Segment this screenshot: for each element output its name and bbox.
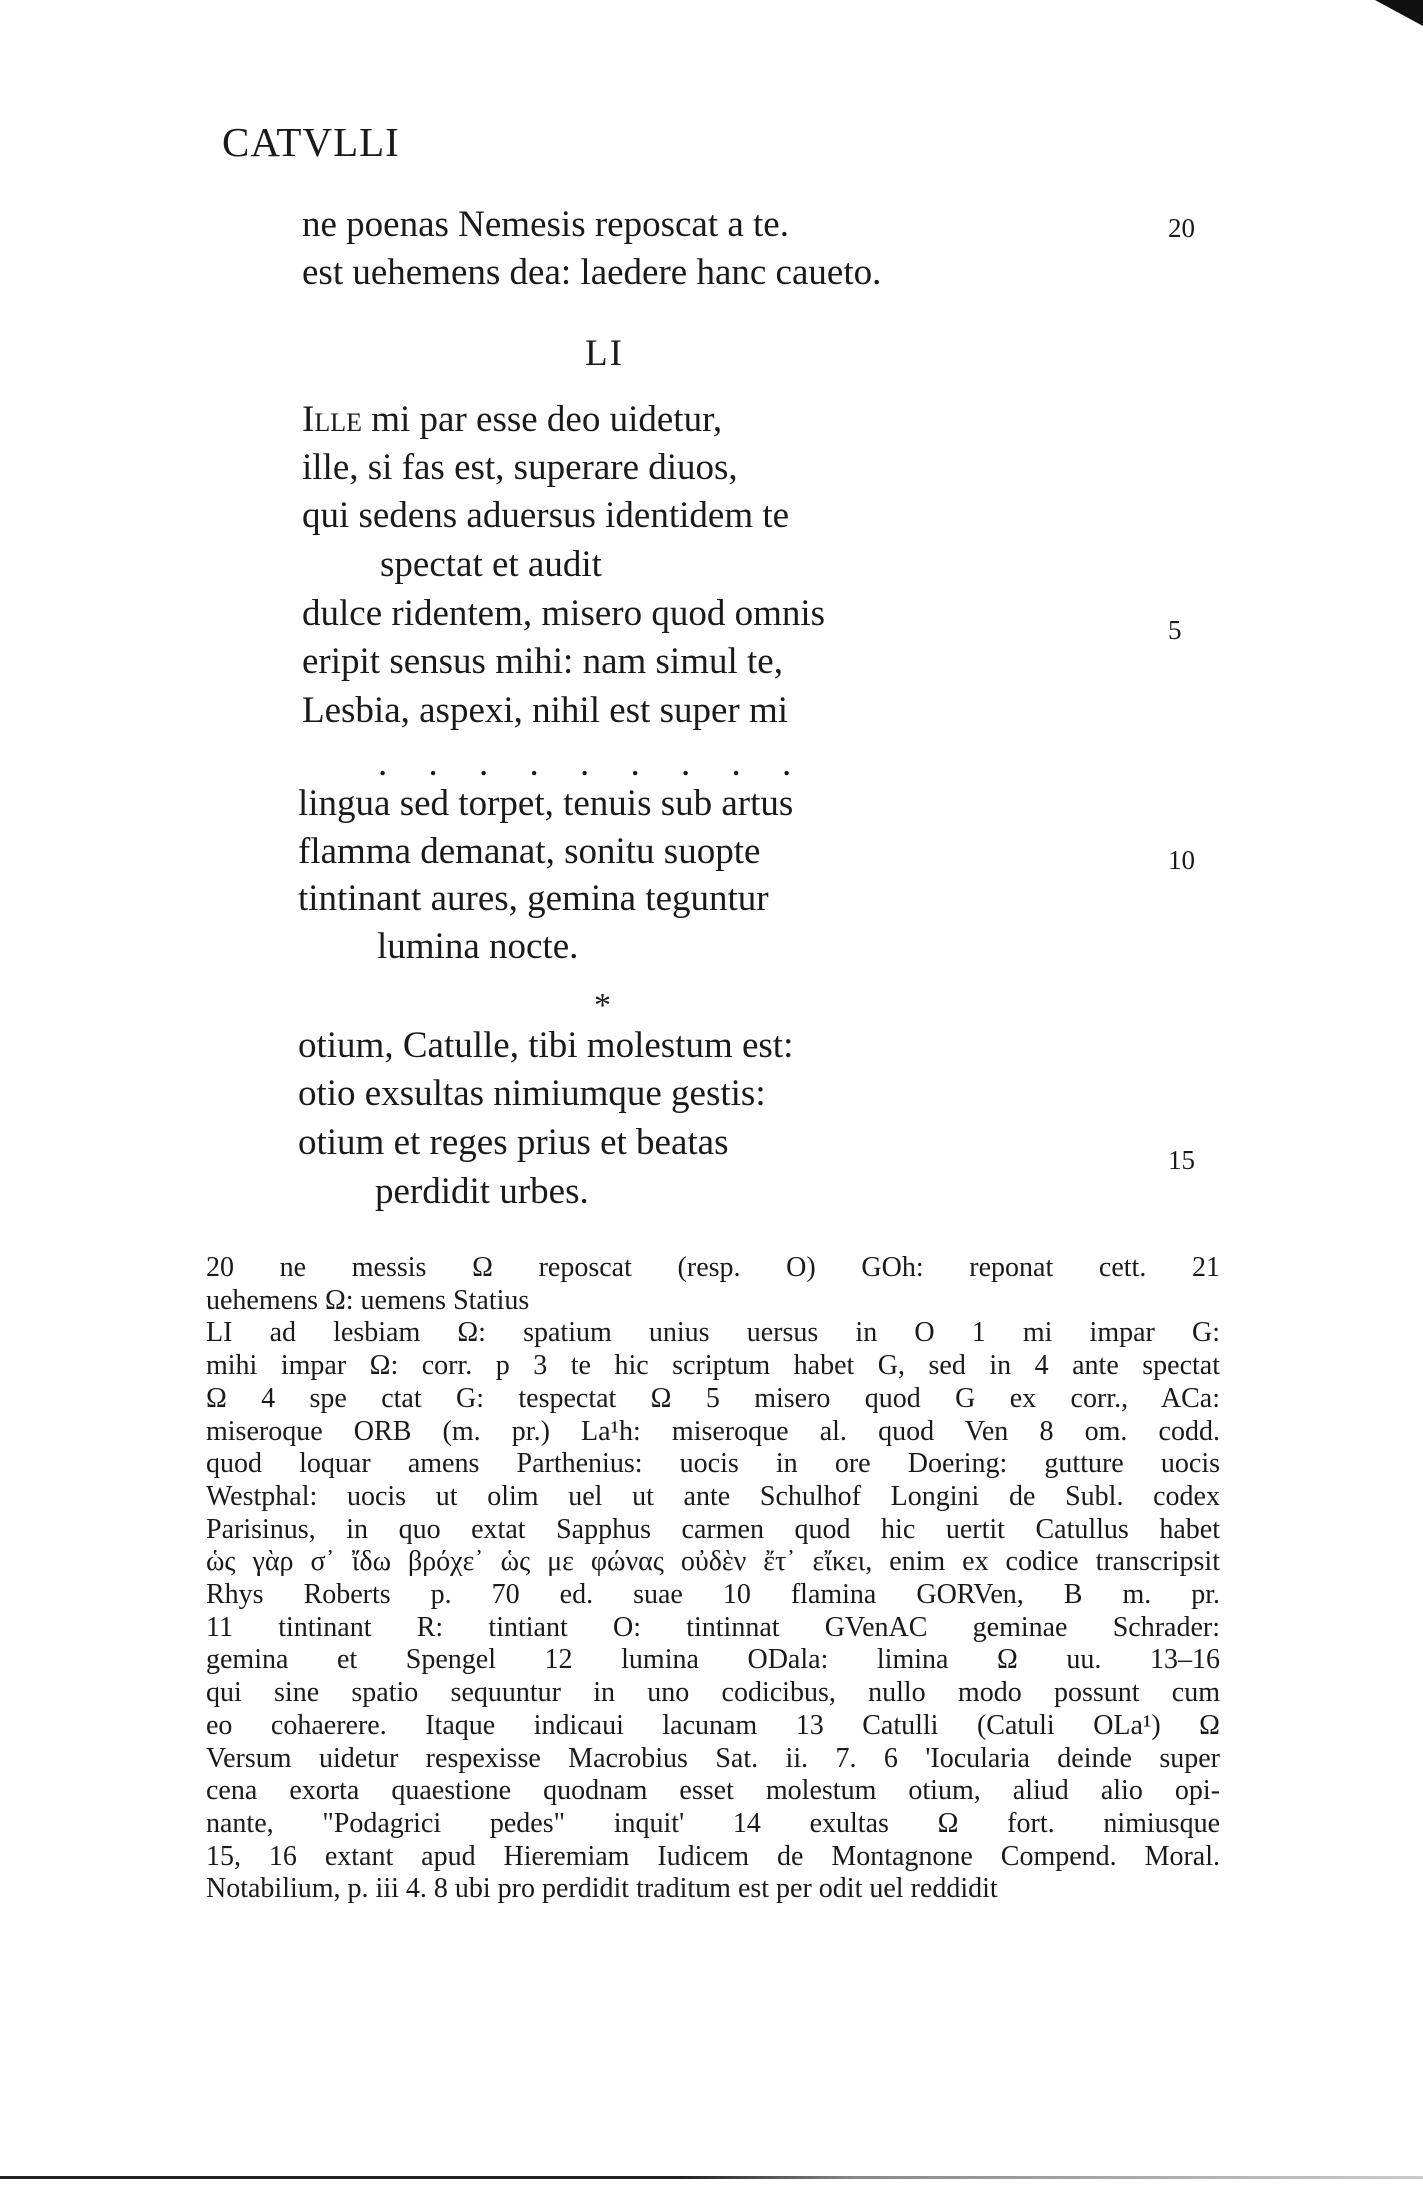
poem-heading: LI — [585, 333, 624, 374]
verse-line: otio exsultas nimiumque gestis: — [298, 1073, 766, 1114]
apparatus-line: 20 ne messis Ω reposcat (resp. O) GOh: reponat cett. 21 — [206, 1252, 1220, 1283]
bottom-edge-rule — [0, 2176, 1423, 2179]
verse-line: perdidit urbes. — [375, 1171, 589, 1212]
verse-line: spectat et audit — [380, 544, 602, 585]
verse-line: tintinant aures, gemina teguntur — [298, 878, 769, 919]
verse-line: est uehemens dea: laedere hanc caueto. — [302, 252, 882, 293]
line-number: 5 — [1168, 615, 1182, 645]
apparatus-line: nante, "Podagrici pedes" inquit' 14 exultas Ω fort. nimiusque — [206, 1807, 1220, 1839]
apparatus-line: uehemens Ω: uemens Statius — [206, 1284, 530, 1316]
verse-line-first — [302, 398, 722, 442]
line-number: 10 — [1168, 845, 1195, 875]
apparatus-line: Rhys Roberts p. 70 ed. suae 10 flamina GORVen, B m. pr. — [206, 1579, 1220, 1611]
apparatus-line: qui sine spatio sequuntur in uno codicibus, nullo modo possunt cum — [206, 1677, 1220, 1709]
verse-line: ille, si fas est, superare diuos, — [302, 447, 738, 488]
verse-line: ne poenas Nemesis reposcat a te. — [302, 204, 789, 245]
running-head: CATVLLI — [222, 119, 400, 165]
verse-line: eripit sensus mihi: nam simul te, — [302, 641, 783, 682]
apparatus-line: LI ad lesbiam Ω: spatium unius uersus in O 1 mi impar G: — [206, 1317, 1220, 1349]
verse-line: lingua sed torpet, tenuis sub artus — [298, 783, 794, 824]
apparatus-line: Versum uidetur respexisse Macrobius Sat. ii. 7. 6 'Iocularia deinde super — [206, 1742, 1220, 1774]
verse-line: flamma demanat, sonitu suopte — [298, 831, 761, 872]
first-line-rest: mi par esse deo uidetur, — [361, 399, 723, 440]
verse-line: otium et reges prius et beatas — [298, 1122, 729, 1163]
verse-line: lumina nocte. — [377, 926, 579, 967]
apparatus-line: miseroque ORB (m. pr.) La¹h: miseroque al. quod Ven 8 om. codd. — [206, 1415, 1220, 1447]
apparatus-line: Notabilium, p. iii 4. 8 ubi pro perdidit traditum est per odit uel reddidit — [206, 1873, 998, 1905]
verse-line: Lesbia, aspexi, nihil est super mi — [302, 690, 789, 731]
apparatus-line: gemina et Spengel 12 lumina ODala: limina Ω uu. 13–16 — [206, 1644, 1220, 1676]
apparatus-line: mihi impar Ω: corr. p 3 te hic scriptum habet G, sed in 4 ante spectat — [206, 1350, 1220, 1382]
apparatus-line: quod loquar amens Parthenius: uocis in ore Doering: gutture uocis — [206, 1448, 1220, 1480]
verse-line: dulce ridentem, misero quod omnis — [302, 593, 826, 634]
page-corner-mark — [1375, 0, 1423, 26]
lacuna-dots: . . . . . . . . . — [378, 743, 808, 784]
critical-apparatus — [206, 1252, 1220, 1906]
apparatus-line: ὡς γὰρ σ᾽ ἴδω βρόχε᾽ ὡς με φώνας οὐδὲν ἔτ᾽ εἴκει, enim ex codice transcripsit — [206, 1546, 1220, 1578]
section-asterisk: * — [594, 987, 611, 1024]
line-number: 15 — [1168, 1145, 1195, 1175]
verse-line: qui sedens aduersus identidem te — [302, 495, 790, 536]
opening-word: Ille — [302, 399, 362, 440]
apparatus-line: 11 tintinant R: tintiant O: tintinnat GVenAC geminae Schrader: — [206, 1611, 1220, 1643]
apparatus-line: 15, 16 extant apud Hieremiam Iudicem de Montagnone Compend. Moral. — [206, 1840, 1220, 1872]
apparatus-line: cena exorta quaestione quodnam esset molestum otium, aliud alio opi- — [206, 1775, 1220, 1807]
apparatus-line: eo cohaerere. Itaque indicaui lacunam 13 Catulli (Catuli OLa¹) Ω — [206, 1709, 1220, 1741]
apparatus-line: Westphal: uocis ut olim uel ut ante Schulhof Longini de Subl. codex — [206, 1480, 1220, 1512]
verse-line: otium, Catulle, tibi molestum est: — [298, 1025, 794, 1066]
line-number: 20 — [1168, 213, 1195, 243]
apparatus-line: Ω 4 spe ctat G: tespectat Ω 5 misero quod G ex corr., ACa: — [206, 1382, 1220, 1414]
apparatus-line: Parisinus, in quo extat Sapphus carmen quod hic uertit Catullus habet — [206, 1513, 1220, 1545]
